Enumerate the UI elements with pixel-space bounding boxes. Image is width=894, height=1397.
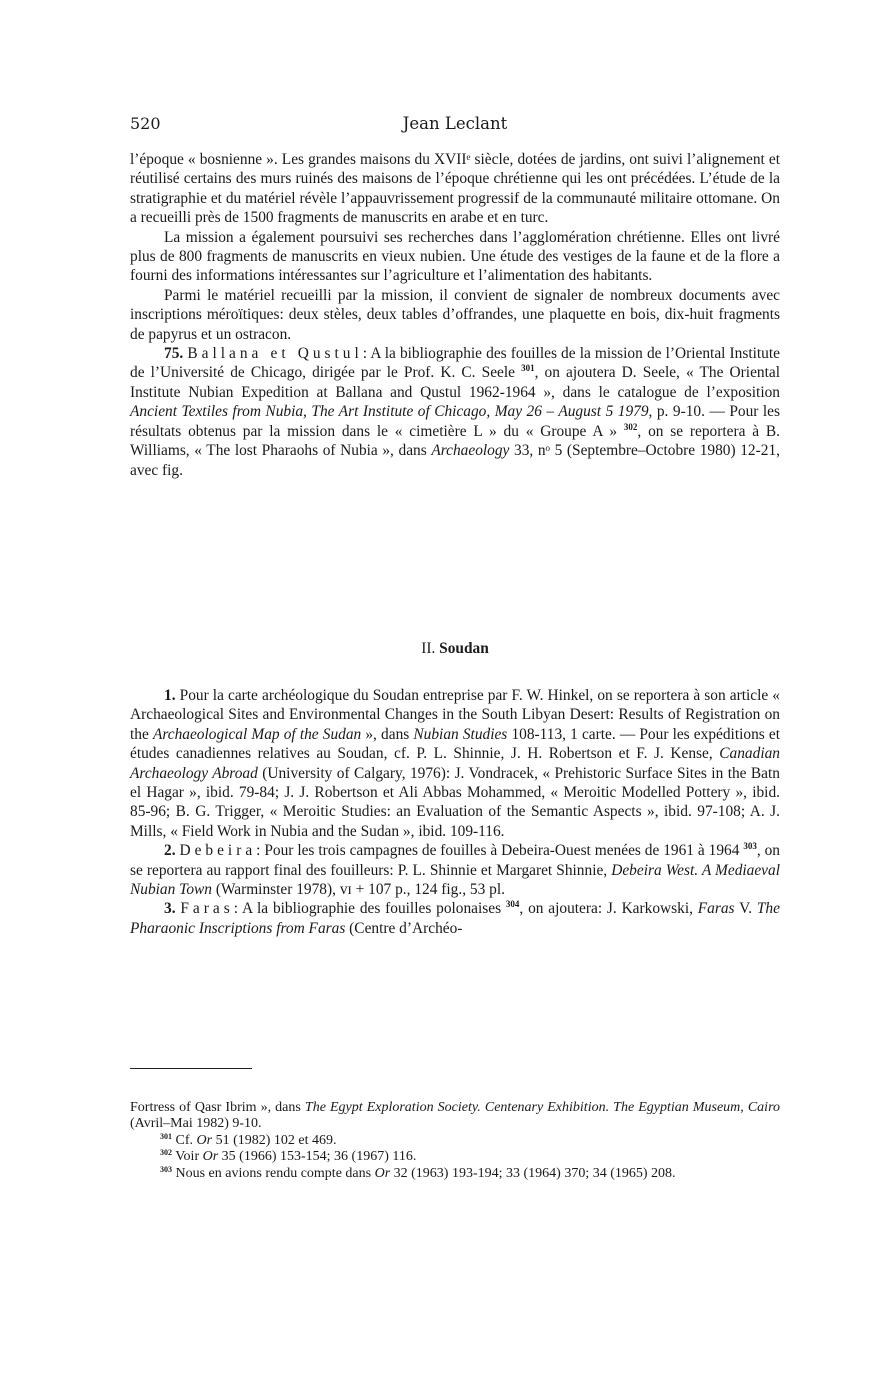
site-name: Ballana et Qustul — [187, 345, 363, 363]
entry-text: 108-113, 1 carte. — Pour les expéditions et études canadiennes relatives au Soudan, cf. P. L. Shinnie, J. H. Robertson et F. J. Kense, — [130, 725, 780, 763]
footnote-ref: 304 — [505, 899, 520, 910]
page-number: 520 — [130, 114, 161, 133]
footnote-ref: 302 — [623, 421, 638, 432]
site-name: Faras — [180, 900, 234, 918]
paragraph: La mission a également poursuivi ses recherches dans l’agglomération chrétienne. Elles ont livré plus de 800 fragments de manuscrits en vieux nubien. Une étude des vestiges de la faune et de la flore a fourni des informations intéressantes sur l’agriculture et l’alimentation des habitants. — [130, 228, 780, 285]
footnote-number: 303 — [160, 1164, 172, 1174]
footnote-text: 35 (1966) 153-154; 36 (1967) 116. — [218, 1149, 417, 1165]
footnote-continuation — [130, 1100, 780, 1133]
entry-text: », dans — [361, 725, 414, 743]
footnote-italic: Or — [202, 1149, 219, 1165]
footnote-rule — [130, 1068, 252, 1069]
entry-text: , on se reportera au rapport final des fouilleurs: P. L. Shinnie et Margaret Shinnie, — [130, 842, 780, 879]
entry-text: , on ajoutera: J. Karkowski, — [519, 900, 698, 918]
entry-2 — [130, 841, 780, 899]
section-roman: II. — [421, 640, 436, 657]
footnote-text: 32 (1963) 193-194; 33 (1964) 370; 34 (1965) 208. — [390, 1165, 676, 1181]
entry-italic: Canadian Archaeology Abroad — [130, 745, 780, 782]
body-text-lower — [130, 686, 780, 938]
entry-text: : A la bibliographie des fouilles de la mission de l’Oriental Institute de l’Université de Chicago, dirigée par le Prof. K. C. Seele — [130, 345, 780, 382]
paragraph: Parmi le matériel recueilli par la mission, il convient de signaler de nombreux documents avec inscriptions méroïtiques: deux stèles, deux tables d’offrandes, une plaquette en bois, dix-huit fragments de papyrus et un ostracon. — [130, 286, 780, 343]
footnote-text: Cf. — [172, 1132, 197, 1148]
paragraph-continuation: l’époque « bosnienne ». Les grandes maisons du XVIIᵉ siècle, dotées de jardins, ont suivi l’alignement et réutilisé certains des murs ruinés des maisons de l’époque chrétienne qui les ont précédées. L’étude de la stratigraphie et du matériel révèle l’appauvrissement progressif de la communauté militaire ottomane. On a recueilli près de 1500 fragments de manuscrits en arabe et en turc. — [130, 151, 780, 227]
section-heading — [130, 640, 780, 658]
section-title: Soudan — [439, 640, 489, 657]
entry-number: 3. — [164, 900, 176, 918]
entry-text: 33, nᵒ 5 (Septembre–Octobre 1980) 12-21, avec fig. — [130, 442, 780, 479]
entry-number: 2. — [164, 842, 176, 860]
footnote-303 — [130, 1166, 780, 1182]
page-header — [130, 114, 780, 136]
footnote-number: 302 — [160, 1148, 172, 1158]
entry-italic: Archaeological Map of the Sudan — [152, 725, 362, 743]
entry-italic: Nubian Studies — [413, 725, 508, 743]
footnote-number: 301 — [160, 1131, 172, 1141]
running-title: Jean Leclant — [402, 114, 508, 133]
footnote-text: Voir — [172, 1149, 203, 1165]
footnotes — [130, 1100, 780, 1182]
entry-text: : A la bibliographie des fouilles polonaises — [233, 900, 506, 918]
entry-1 — [130, 686, 780, 841]
entry-text: V. — [734, 900, 757, 918]
footnote-text: 51 (1982) 102 et 469. — [212, 1132, 337, 1148]
entry-italic: The Pharaonic Inscriptions from Faras — [130, 900, 780, 937]
entry-3 — [130, 899, 780, 938]
footnote-ref: 301 — [521, 363, 535, 374]
entry-number: 75. — [164, 345, 184, 363]
footnote-text: Nous en avions rendu compte dans — [172, 1165, 375, 1181]
footnote-text: (Avril–Mai 1982) 9-10. — [130, 1116, 262, 1132]
footnote-ref: 303 — [743, 841, 757, 852]
footnote-301 — [130, 1133, 780, 1149]
footnote-text: Fortress of Qasr Ibrim », dans — [130, 1100, 305, 1115]
entry-text: , on ajoutera D. Seele, « The Oriental Institute Nubian Expedition at Ballana and Qustul 1962-1964 », dans le catalogue de l’exposition — [130, 364, 780, 401]
entry-text: Pour la carte archéologique du Soudan entreprise par F. W. Hinkel, on se reportera à son article « Archaeological Sites and Environmental Changes in the South Libyan Desert: Results of Registration on the — [130, 687, 780, 743]
footnote-302 — [130, 1149, 780, 1165]
entry-text: (Centre d’Archéo- — [345, 919, 463, 937]
footnote-italic: The Egypt Exploration Society. Centenary Exhibition. The Egyptian Museum, Cairo — [304, 1100, 780, 1115]
entry-text: : Pour les trois campagnes de fouilles à Debeira-Ouest menées de 1961 à 1964 — [256, 842, 744, 860]
entry-italic: Debeira West. A Mediaeval Nubian Town — [130, 861, 780, 899]
entry-italic: Ancient Textiles from Nubia, The Art Institute of Chicago, May 26 – August 5 1979 — [130, 403, 649, 421]
entry-text: (Warminster 1978), ᴠɪ + 107 p., 124 fig., 53 pl. — [211, 881, 505, 899]
entry-italic: Archaeology — [431, 442, 510, 460]
entry-75 — [130, 344, 780, 480]
entry-text: (University of Calgary, 1976): J. Vondracek, « Prehistoric Surface Sites in the Batn el Hagar », ibid. 79-84; J. J. Robertson et Ali Abbas Mohammed, « Meroitic Modelled Pottery », ibid. 85-96; B. G. Trigger, « Meroitic Studies: an Evaluation of the Semantic Aspects », ibid. 97-108; A. J. Mills, « Field Work in Nubia and the Sudan », ibid. 109-116. — [130, 764, 780, 840]
entry-text: , on se reportera à B. Williams, « The lost Pharaohs of Nubia », dans — [130, 422, 780, 460]
entry-italic: Faras — [697, 900, 735, 918]
footnote-italic: Or — [374, 1165, 391, 1181]
body-text-upper — [130, 150, 780, 480]
entry-text: , p. 9-10. — Pour les résultats obtenus par la mission dans le « cimetière L » du « Groupe A » — [130, 403, 780, 440]
site-name: Debeira — [179, 842, 257, 860]
entry-number: 1. — [164, 687, 176, 704]
footnote-italic: Or — [196, 1132, 213, 1148]
